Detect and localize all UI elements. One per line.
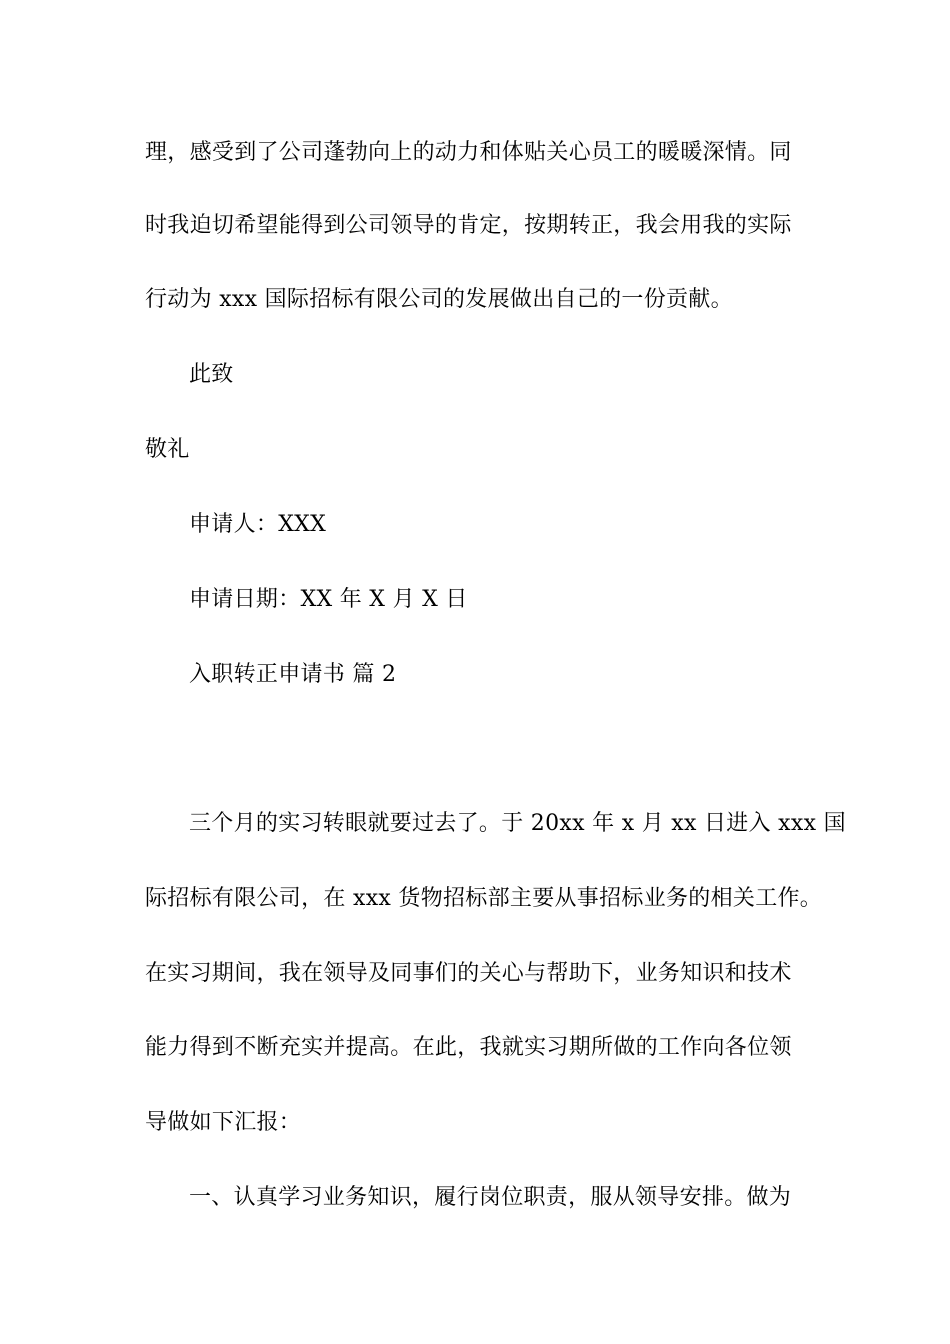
paragraph-line: 三个月的实习转眼就要过去了。于 20xx 年 x 月 xx 日进入 xxx 国 bbox=[189, 811, 846, 836]
paragraph-line: 导做如下汇报： bbox=[145, 1110, 302, 1135]
paragraph-line: 时我迫切希望能得到公司领导的肯定，按期转正，我会用我的实际 bbox=[145, 213, 792, 238]
applicant-name: 申请人：XXX bbox=[189, 512, 327, 537]
paragraph-line: 能力得到不断充实并提高。在此，我就实习期所做的工作向各位领 bbox=[145, 1035, 792, 1060]
closing-salutation: 此致 bbox=[189, 362, 234, 387]
paragraph-line: 在实习期间，我在领导及同事们的关心与帮助下，业务知识和技术 bbox=[145, 961, 792, 986]
closing-regards: 敬礼 bbox=[145, 437, 190, 462]
paragraph-line: 一、认真学习业务知识，履行岗位职责，服从领导安排。做为 bbox=[189, 1185, 792, 1210]
paragraph-line: 行动为 xxx 国际招标有限公司的发展做出自己的一份贡献。 bbox=[145, 287, 733, 312]
paragraph-line: 理，感受到了公司蓬勃向上的动力和体贴关心员工的暖暖深情。同 bbox=[145, 140, 792, 165]
paragraph-line: 际招标有限公司，在 xxx 货物招标部主要从事招标业务的相关工作。 bbox=[145, 886, 823, 911]
section-title: 入职转正申请书 篇 2 bbox=[189, 662, 397, 687]
application-date: 申请日期：XX 年 X 月 X 日 bbox=[189, 587, 468, 612]
